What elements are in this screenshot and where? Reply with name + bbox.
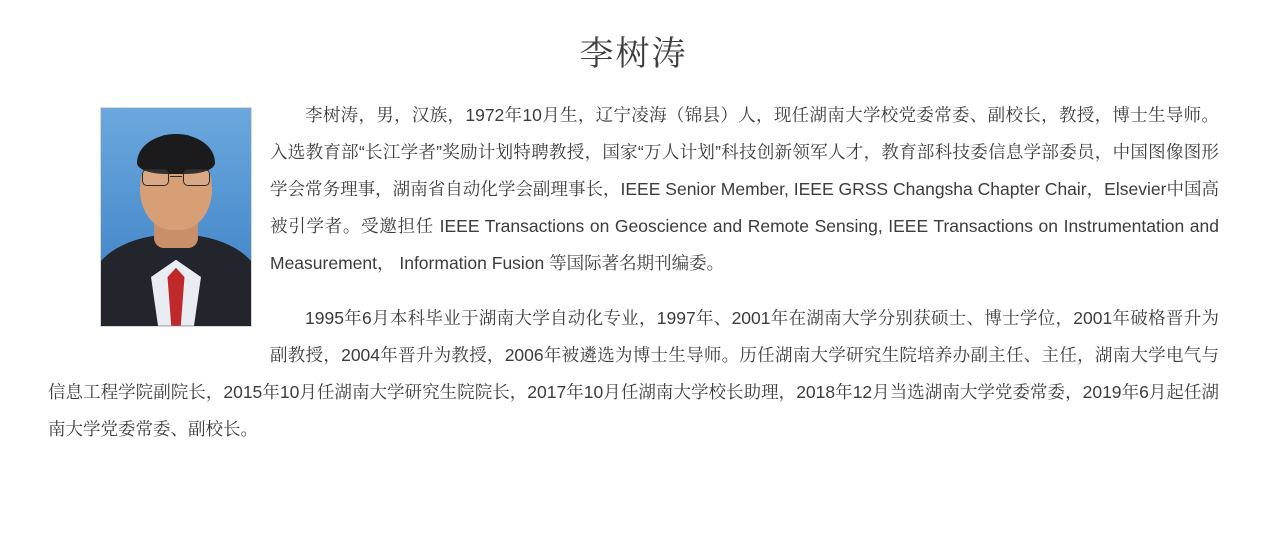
glasses-lens-right — [183, 169, 210, 186]
portrait-hair — [137, 134, 215, 174]
glasses-lens-left — [142, 169, 169, 186]
biography-paragraph-2: 1995年6月本科毕业于湖南大学自动化专业，1997年、2001年在湖南大学分别获硕士、博士学位，2001年破格晋升为副教授，2004年晋升为教授，2006年被遴选为博士生导师。历任湖南大学研究生院培养办副主任、主任，湖南大学电气与信息工程学院副院长，2015年10月任湖南大学研究生院院长，2017年10月任湖南大学校长助理，2018年12月当选湖南大学党委常委，2019年6月起任湖南大学党委常委、副校长。 — [48, 307, 1219, 439]
profile-content — [0, 85, 1267, 448]
biography-paragraph-1: 李树涛，男，汉族，1972年10月生，辽宁凌海（锦县）人，现任湖南大学校党委常委、副校长，教授，博士生导师。入选教育部“长江学者”奖励计划特聘教授，国家“万人计划”科技创新领军人才，教育部科技委信息学部委员，中国图像图形学会常务理事，湖南省自动化学会副理事长，IEEE Senior Member, IEEE GRSS Changsha Chapter Chair，Elsevier中国高被引学者。受邀担任 IEEE Transactions on Geoscience and Remote Sensing, IEEE Transactions on Instrumentation and Measurement， Information Fusion 等国际著名期刊编委。 — [270, 104, 1219, 273]
glasses-icon — [142, 169, 210, 186]
glasses-bridge — [170, 176, 182, 178]
portrait-photo — [100, 107, 252, 327]
page-title: 李树涛 — [579, 35, 688, 73]
